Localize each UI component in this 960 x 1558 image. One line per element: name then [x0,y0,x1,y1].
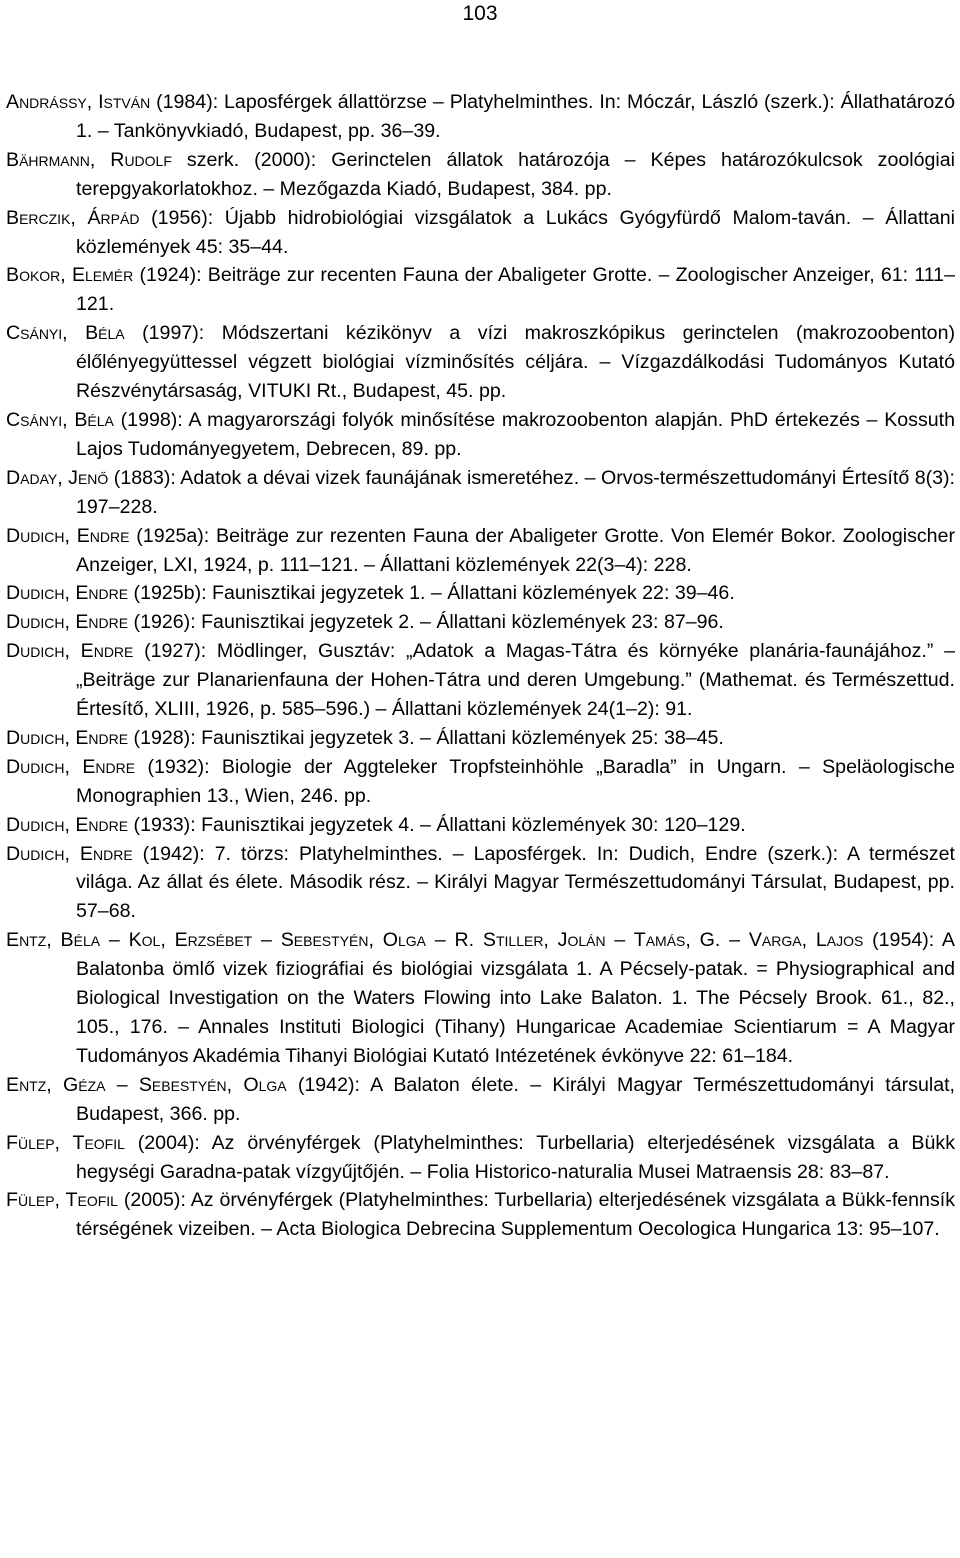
reference-text: (1883): Adatok a dévai vizek faunájának ismeretéhez. – Orvos-természettudományi Értesítő 8(3): 197–228. [76,466,955,518]
reference-entry [6,811,955,840]
reference-entry [6,608,955,637]
reference-text: (1928): Faunisztikai jegyzetek 3. – Állattani közlemények 25: 38–45. [128,726,724,749]
reference-author: Dudich, Endre [6,611,129,634]
reference-entry [6,1186,955,1244]
reference-entry [6,146,955,204]
reference-author: Fülep, Teofil [6,1189,118,1212]
reference-text: (1956): Újabb hidrobiológiai vizsgálatok a Lukács Gyógyfürdő Malom-taván. – Állattani közlemények 45: 35–44. [76,206,955,258]
reference-text: (1925a): Beiträge zur rezenten Fauna der Abaligeter Grotte. Von Elemér Bokor. Zoologischer Anzeiger, LXI, 1924, p. 111–121. – Állattani közlemények 22(3–4): 228. [76,524,955,576]
reference-author: Csányi, Béla [6,322,125,345]
reference-entry [6,464,955,522]
reference-text: (1932): Biologie der Aggteleker Tropfsteinhöhle „Baradla” in Ungarn. – Speläologische Monographien 13., Wien, 246. pp. [76,755,956,807]
reference-text: (1925b): Faunisztikai jegyzetek 1. – Állattani közlemények 22: 39–46. [128,582,735,605]
reference-author: Entz, Géza – Sebestyén, Olga [6,1073,287,1096]
reference-author: Fülep, Teofil [6,1131,125,1154]
reference-text: (2005): Az örvényférgek (Platyhelminthes: Turbellaria) elterjedésének vizsgálata a Bükk-fennsík térségének vizeiben. – Acta Biologica Debrecina Supplementum Oecologica Hungarica 13: 95–107. [76,1189,955,1241]
reference-text: (1942): 7. törzs: Platyhelminthes. – Laposférgek. In: Dudich, Endre (szerk.): A természet világa. Az állat és élete. Második rész. – Királyi Magyar Természettudományi Társulat, Budapest, pp. 57–68. [76,842,955,923]
reference-text: (1984): Laposférgek állattörzse – Platyhelminthes. In: Móczár, László (szerk.): Állathatározó 1. – Tankönyvkiadó, Budapest, pp. 36–39. [76,91,955,142]
reference-author: Dudich, Endre [6,842,133,865]
reference-author: Bährmann, Rudolf [6,148,172,171]
reference-author: Csányi, Béla [6,408,114,431]
reference-text: (1926): Faunisztikai jegyzetek 2. – Állattani közlemények 23: 87–96. [128,611,724,634]
reference-text: (1997): Módszertani kézikönyv a vízi makroszkópikus gerinctelen (makrozoobenton) élőlényegyüttessel végzett biológiai vízminősítés céljára. – Vízgazdálkodási Tudományos Kutató Részvénytársaság, VITUKI Rt., Budapest, 45. pp. [76,322,955,403]
reference-text: (2004): Az örvényférgek (Platyhelminthes: Turbellaria) elterjedésének vizsgálata a Bükk hegységi Garadna-patak vízgyűjtőjén. – Folia Historico-naturalia Musei Matraensis 28: 83–87. [76,1131,955,1183]
reference-author: Dudich, Endre [6,755,136,778]
reference-text: szerk. (2000): Gerinctelen állatok határozója – Képes határozókulcsok zoológiai terepgyakorlatokhoz. – Mezőgazda Kiadó, Budapest, 384. pp. [76,148,955,200]
reference-author: Andrássy, István [6,91,151,113]
reference-author: Dudich, Endre [6,640,134,663]
reference-entry [6,204,955,262]
reference-text: (1954): A Balatonba ömlő vizek fiziográfiai és biológiai vizsgálata 1. A Pécsely-patak. = Physiographical and Biological Investigation on the Waters Flowing into Lake Balaton. 1. The Pécsely Brook. 61., 82., 105., 176. – Annales Instituti Biologici (Tihany) Hungaricae Academiae Scientiarum = A Magyar Tudományos Akadémia Tihanyi Biológiai Kutató Intézetének évkönyve 22: 61–184. [76,929,955,1067]
reference-author: Dudich, Endre [6,582,129,605]
reference-author: Dudich, Endre [6,813,129,836]
reference-author: Dudich, Endre [6,524,130,547]
reference-entry [6,724,955,753]
reference-list [6,88,955,1244]
reference-entry [6,637,955,724]
reference-author: Entz, Béla – Kol, Erzsébet – Sebestyén, Olga – R. Stiller, Jolán – Tamás, G. – Varga, Lajos [6,929,864,952]
reference-entry [6,579,955,608]
reference-author: Dudich, Endre [6,726,129,749]
reference-text: (1933): Faunisztikai jegyzetek 4. – Állattani közlemények 30: 120–129. [128,813,746,836]
reference-entry [6,406,955,464]
reference-entry [6,1071,955,1129]
reference-text: (1998): A magyarországi folyók minősítése makrozoobenton alapján. PhD értekezés – Kossuth Lajos Tudományegyetem, Debrecen, 89. pp. [76,408,955,460]
reference-entry [6,926,955,1071]
reference-entry [6,319,955,406]
reference-entry [6,522,955,580]
reference-author: Daday, Jenő [6,466,109,489]
reference-text: (1942): A Balaton élete. – Királyi Magyar Természettudományi társulat, Budapest, 366. pp. [76,1073,955,1125]
reference-text: (1924): Beiträge zur recenten Fauna der Abaligeter Grotte. – Zoologischer Anzeiger, 61: 111–121. [76,264,955,316]
reference-entry [6,753,955,811]
reference-entry [6,261,955,319]
reference-entry [6,840,955,927]
reference-text: (1927): Mödlinger, Gusztáv: „Adatok a Magas-Tátra és környéke planária-faunájához.” – „Beiträge zur Planarienfauna der Hohen-Tátra und deren Umgebung.” (Mathemat. és Természettud. Értesítő, XLIII, 1926, p. 585–596.) – Állattani közlemények 24(1–2): 91. [76,640,956,721]
reference-author: Bokor, Elemér [6,264,134,287]
page-number: 103 [462,2,498,25]
reference-entry [6,88,955,146]
reference-entry [6,1129,955,1187]
reference-author: Berczik, Árpád [6,206,140,229]
